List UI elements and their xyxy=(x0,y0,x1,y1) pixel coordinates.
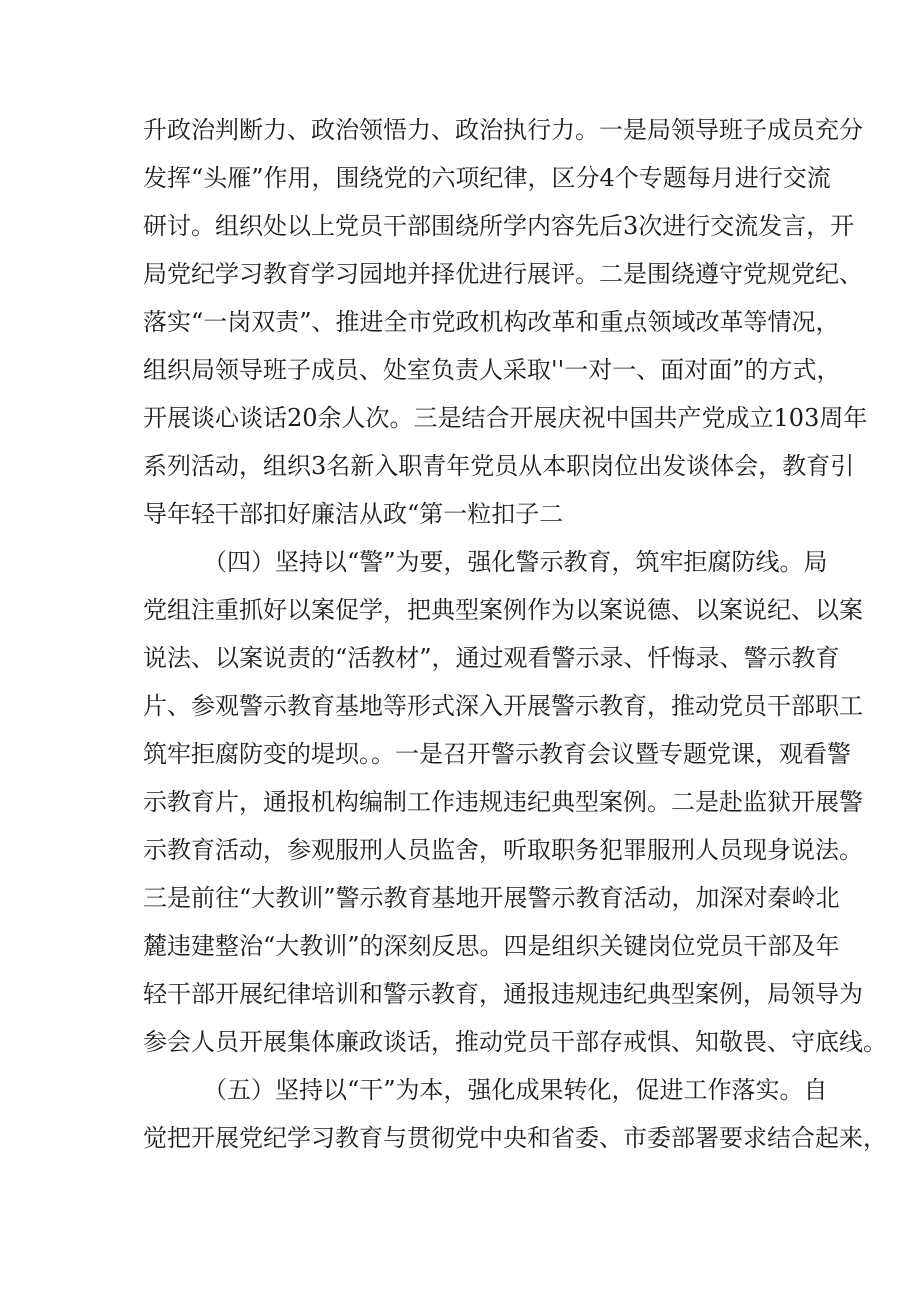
text-line: 系列活动，组织3名新入职青年党员从本职岗位出发谈体会，教育引 xyxy=(143,452,855,480)
text-line: 说法、以案说责的“活教材”，通过观看警示录、忏悔录、警示教育 xyxy=(143,644,840,672)
text-line: 片、参观警示教育基地等形式深入开展警示教育，推动党员干部职工 xyxy=(143,692,863,720)
text-line: 筑牢拒腐防变的堤坝。。一是召开警示教育会议暨专题党课，观看警 xyxy=(143,740,851,768)
text-line: 导年轻干部扣好廉洁从政“第一粒扣子二 xyxy=(143,500,564,528)
text-line: 示教育片，通报机构编制工作违规违纪典型案例。二是赴监狱开展警 xyxy=(143,788,863,816)
text-line: 三是前往“大教训”警示教育基地开展警示教育活动，加深对秦岭北 xyxy=(143,884,840,912)
text-line: 升政治判断力、政治领悟力、政治执行力。一是局领导班子成员充分 xyxy=(143,116,863,144)
text-line: 组织局领导班子成员、处室负责人采取''一对一、面对面”的方式， xyxy=(143,356,841,384)
text-line: 党组注重抓好以案促学，把典型案例作为以案说德、以案说纪、以案 xyxy=(143,596,863,624)
section-heading-line: （五）坚持以“干”为本，强化成果转化，促进工作落实。自 xyxy=(203,1076,828,1104)
text-line: 落实“一岗双责”、推进全市党政机构改革和重点领域改革等情况， xyxy=(143,308,840,336)
text-line: 觉把开展党纪学习教育与贯彻党中央和省委、市委部署要求结合起来， xyxy=(143,1124,887,1152)
text-line: 发挥“头雁”作用，围绕党的六项纪律，区分4个专题每月进行交流 xyxy=(143,164,831,192)
text-line: 研讨。组织处以上党员干部围绕所学内容先后3次进行交流发言，开 xyxy=(143,212,855,240)
text-line: 局党纪学习教育学习园地并择优进行展评。二是围绕遵守党规党纪、 xyxy=(143,260,863,288)
text-line: 参会人员开展集体廉政谈话，推动党员干部存戒惧、知敬畏、守底线。 xyxy=(143,1028,887,1056)
text-line: 示教育活动，参观服刑人员监舍，听取职务犯罪服刑人员现身说法。 xyxy=(143,836,863,864)
text-line: 麓违建整治“大教训”的深刻反思。四是组织关键岗位党员干部及年 xyxy=(143,932,840,960)
text-line: 开展谈心谈话20余人次。三是结合开展庆祝中国共产党成立103周年 xyxy=(143,404,868,432)
section-heading-line: （四）坚持以“警”为要，强化警示教育，筑牢拒腐防线。局 xyxy=(203,548,828,576)
text-line: 轻干部开展纪律培训和警示教育，通报违规违纪典型案例，局领导为 xyxy=(143,980,863,1008)
